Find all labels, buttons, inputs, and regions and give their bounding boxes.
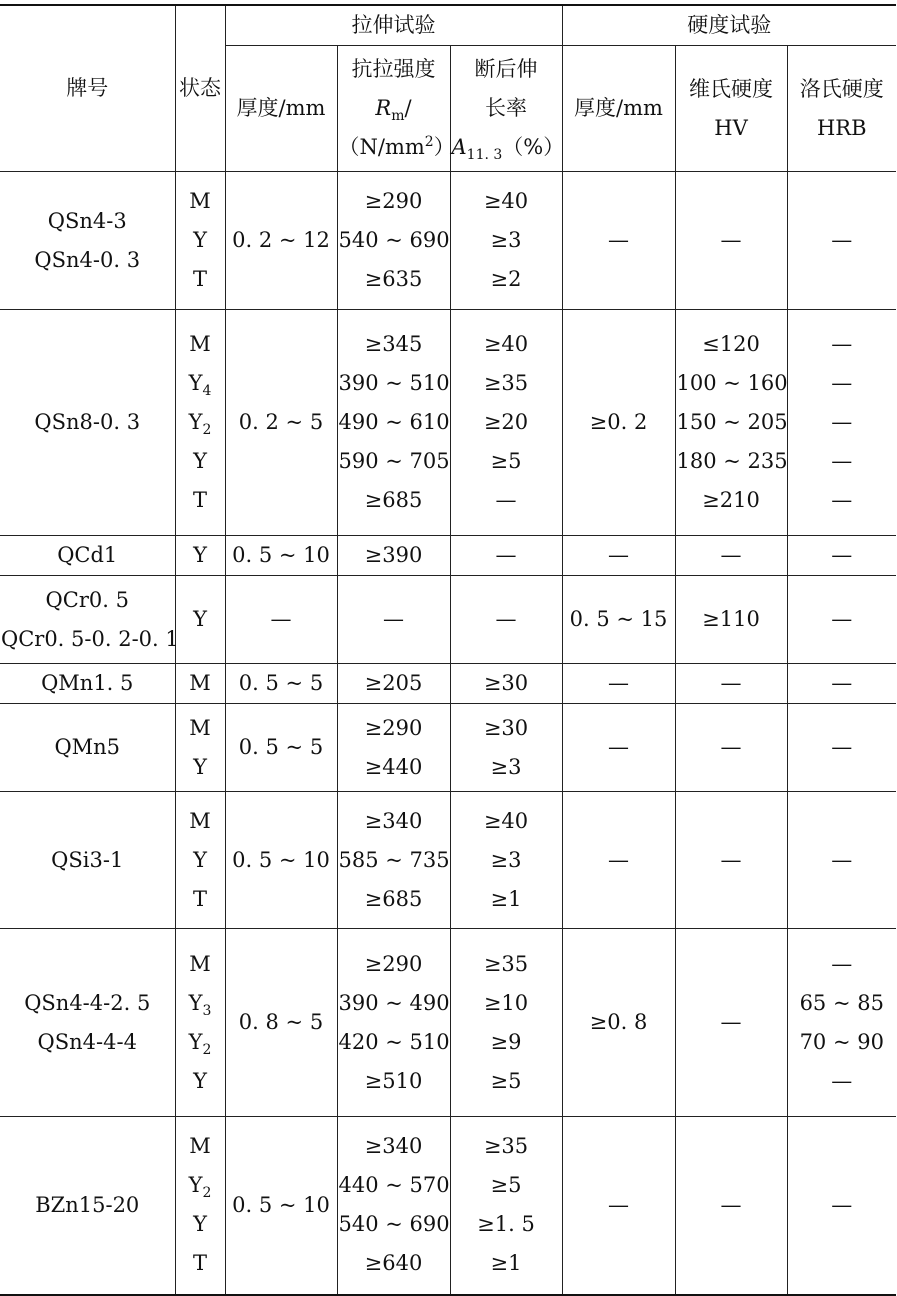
elongation-line: ≥35 xyxy=(483,951,529,976)
cell-hrb xyxy=(787,792,896,929)
hv-line: — xyxy=(720,543,742,567)
state-base: Y xyxy=(188,1029,203,1054)
grade-line: QSn4-4-4 xyxy=(37,1029,137,1054)
header-elongation-unit: （%） xyxy=(502,135,565,159)
grade-line: QMn1. 5 xyxy=(41,671,134,695)
hv-line: ≤120 xyxy=(702,332,760,356)
strength-line: ≥440 xyxy=(364,754,423,779)
elongation-line: ≥30 xyxy=(483,671,529,695)
hrb-line: — xyxy=(831,847,853,872)
header-grade: 牌号 xyxy=(0,5,175,172)
elongation-line: ≥3 xyxy=(490,754,522,779)
state-base: Y xyxy=(193,228,207,252)
elongation-line: ≥1 xyxy=(490,1251,522,1276)
cell-elongation xyxy=(450,1117,562,1295)
cell-hv xyxy=(675,576,787,664)
hv-line: — xyxy=(720,735,742,759)
elongation-line: — xyxy=(495,607,517,631)
header-tensile-strength-sub: m xyxy=(391,108,405,125)
cell-thickness: 0. 5 ~ 5 xyxy=(225,664,337,704)
hrb-line: — xyxy=(831,543,853,567)
cell-hardness-thickness: — xyxy=(562,664,675,704)
strength-line: ≥345 xyxy=(364,332,423,356)
hv-line: — xyxy=(720,228,742,252)
cell-hardness-thickness: ≥0. 8 xyxy=(562,929,675,1117)
cell-hardness-thickness: — xyxy=(562,172,675,310)
state-base: Y xyxy=(193,543,207,567)
cell-tensile-strength xyxy=(337,792,450,929)
cell-state xyxy=(175,536,225,576)
hrb-line: — xyxy=(831,951,853,976)
cell-state xyxy=(175,576,225,664)
strength-line: 585 ~ 735 xyxy=(338,847,450,872)
hv-line: ≥110 xyxy=(702,607,760,631)
state-line xyxy=(177,984,224,1023)
state-base: M xyxy=(189,189,211,213)
state-base: M xyxy=(189,332,211,356)
state-base: T xyxy=(192,886,207,911)
header-tensile-strength-slash: / xyxy=(404,96,412,120)
cell-hardness-thickness: 0. 5 ~ 15 xyxy=(562,576,675,664)
hrb-line: — xyxy=(831,332,853,356)
state-line xyxy=(177,260,224,299)
cell-hardness-thickness: — xyxy=(562,704,675,792)
strength-line: ≥205 xyxy=(364,671,423,695)
hrb-line: — xyxy=(831,488,853,512)
elongation-line: ≥5 xyxy=(490,1068,522,1093)
state-base: M xyxy=(189,1134,211,1159)
cell-elongation xyxy=(450,310,562,536)
cell-elongation xyxy=(450,704,562,792)
state-base: Y xyxy=(188,371,203,395)
properties-table xyxy=(0,4,896,1296)
state-line xyxy=(177,442,224,481)
state-base: T xyxy=(192,1251,207,1276)
table-row xyxy=(0,1117,896,1295)
cell-tensile-strength xyxy=(337,576,450,664)
hv-line: — xyxy=(720,847,742,872)
elongation-line: ≥40 xyxy=(483,808,529,833)
state-sub: 2 xyxy=(202,422,212,439)
hrb-line: — xyxy=(831,671,853,695)
cell-hv xyxy=(675,172,787,310)
state-base: M xyxy=(189,715,211,740)
unit-pre: （N/mm xyxy=(338,135,425,159)
cell-hv xyxy=(675,664,787,704)
cell-hrb xyxy=(787,704,896,792)
cell-thickness: — xyxy=(225,576,337,664)
strength-line: ≥290 xyxy=(364,715,423,740)
strength-line: ≥640 xyxy=(364,1251,423,1276)
cell-tensile-strength xyxy=(337,1117,450,1295)
cell-thickness: 0. 5 ~ 10 xyxy=(225,1117,337,1295)
hrb-line: — xyxy=(831,410,853,434)
state-line xyxy=(177,403,224,442)
elongation-line: ≥20 xyxy=(483,410,529,434)
header-tensile-strength-symbol-line xyxy=(339,89,449,128)
header-tensile-strength-symbol: R xyxy=(375,96,392,120)
elongation-line: — xyxy=(495,488,517,512)
state-base: M xyxy=(189,951,211,976)
state-line xyxy=(177,221,224,260)
strength-line: 540 ~ 690 xyxy=(338,1212,450,1237)
cell-grade xyxy=(0,310,175,536)
cell-thickness: 0. 2 ~ 5 xyxy=(225,310,337,536)
cell-hrb xyxy=(787,929,896,1117)
cell-thickness: 0. 5 ~ 5 xyxy=(225,704,337,792)
state-base: Y xyxy=(193,449,207,473)
hv-line: 180 ~ 235 xyxy=(676,449,788,473)
cell-state xyxy=(175,1117,225,1295)
header-hv xyxy=(675,46,787,172)
table-row xyxy=(0,536,896,576)
state-base: M xyxy=(189,808,211,833)
cell-grade xyxy=(0,576,179,664)
state-base: Y xyxy=(193,607,207,631)
cell-tensile-strength xyxy=(337,929,450,1117)
hrb-line: — xyxy=(831,449,853,473)
grade-line: QSi3-1 xyxy=(51,847,124,872)
header-hardness-thickness: 厚度/mm xyxy=(562,46,675,172)
hrb-line: — xyxy=(831,607,853,631)
header-tensile-strength xyxy=(337,46,455,172)
strength-line: ≥290 xyxy=(364,189,423,213)
strength-line: ≥510 xyxy=(364,1068,423,1093)
elongation-line: ≥5 xyxy=(490,449,522,473)
table-row xyxy=(0,172,896,310)
unit-post: ） xyxy=(433,135,455,159)
header-hrb-line2: HRB xyxy=(816,115,867,140)
strength-line: ≥635 xyxy=(364,267,423,291)
cell-thickness: 0. 2 ~ 12 xyxy=(225,172,337,310)
elongation-line: ≥35 xyxy=(483,1134,529,1159)
cell-hardness-thickness: — xyxy=(562,1117,675,1295)
state-line xyxy=(177,880,224,919)
cell-hrb xyxy=(787,172,896,310)
header-elongation-symbol: A xyxy=(451,135,467,159)
state-line xyxy=(177,664,224,703)
grade-line: QSn8-0. 3 xyxy=(34,410,141,434)
hv-line: — xyxy=(720,671,742,695)
hrb-line: — xyxy=(831,1068,853,1093)
state-line xyxy=(177,182,224,221)
strength-line: — xyxy=(383,607,404,631)
cell-elongation xyxy=(450,792,562,929)
cell-hrb xyxy=(787,576,896,664)
elongation-line: ≥30 xyxy=(483,715,529,740)
state-line xyxy=(177,748,224,787)
elongation-line: ≥10 xyxy=(483,990,529,1015)
cell-grade xyxy=(0,664,175,704)
table-row xyxy=(0,704,896,792)
grade-line: QCr0. 5-0. 2-0. 1 xyxy=(1,626,179,651)
state-base: Y xyxy=(188,990,203,1015)
cell-state xyxy=(175,929,225,1117)
strength-line: ≥290 xyxy=(364,951,423,976)
cell-hardness-thickness: ≥0. 2 xyxy=(562,310,675,536)
header-hrb-line1: 洛氏硬度 xyxy=(799,76,884,101)
cell-thickness: 0. 5 ~ 10 xyxy=(225,792,337,929)
hv-line: ≥210 xyxy=(702,488,760,512)
grade-line: QMn5 xyxy=(54,735,121,759)
header-thickness: 厚度/mm xyxy=(225,46,337,172)
header-hv-line2: HV xyxy=(714,115,748,140)
cell-hardness-thickness: — xyxy=(562,536,675,576)
cell-hv xyxy=(675,536,787,576)
elongation-line: ≥2 xyxy=(490,267,522,291)
elongation-line: ≥3 xyxy=(490,847,522,872)
strength-line: ≥685 xyxy=(364,488,423,512)
grade-line: QCd1 xyxy=(57,543,118,567)
cell-state xyxy=(175,704,225,792)
header-hv-line1: 维氏硬度 xyxy=(689,76,773,101)
state-line xyxy=(177,325,224,364)
cell-hv xyxy=(675,792,787,929)
state-line xyxy=(177,600,224,639)
state-line xyxy=(177,1062,224,1101)
cell-grade xyxy=(0,792,175,929)
strength-line: 390 ~ 510 xyxy=(338,371,450,395)
state-line xyxy=(177,841,224,880)
state-base: T xyxy=(192,488,207,512)
grade-line: QCr0. 5 xyxy=(45,587,129,612)
cell-grade xyxy=(0,704,175,792)
cell-hv xyxy=(675,310,787,536)
hrb-line: 65 ~ 85 xyxy=(799,990,884,1015)
table-row xyxy=(0,576,896,664)
cell-thickness: 0. 8 ~ 5 xyxy=(225,929,337,1117)
table-row xyxy=(0,929,896,1117)
hv-line: — xyxy=(720,1192,742,1217)
state-base: Y xyxy=(193,1068,207,1093)
elongation-line: ≥40 xyxy=(483,332,529,356)
header-tensile-strength-unit xyxy=(338,128,455,167)
state-line xyxy=(177,1205,224,1244)
state-sub: 2 xyxy=(202,1041,212,1058)
cell-state xyxy=(175,172,225,310)
header-elongation xyxy=(450,46,565,172)
cell-tensile-strength xyxy=(337,664,450,704)
header-state: 状态 xyxy=(175,5,225,172)
elongation-line: — xyxy=(495,543,517,567)
hv-line: 100 ~ 160 xyxy=(676,371,788,395)
cell-state xyxy=(175,792,225,929)
hrb-line: — xyxy=(831,735,853,759)
header-hardness-group: 硬度试验 xyxy=(562,5,896,46)
state-base: Y xyxy=(188,1173,203,1198)
header-tensile-strength-line1: 抗拉强度 xyxy=(351,57,436,81)
strength-line: 390 ~ 490 xyxy=(338,990,450,1015)
cell-tensile-strength xyxy=(337,704,450,792)
strength-line: 490 ~ 610 xyxy=(338,410,450,434)
state-base: Y xyxy=(193,847,207,872)
cell-tensile-strength xyxy=(337,536,450,576)
state-line xyxy=(177,945,224,984)
cell-hv xyxy=(675,1117,787,1295)
cell-tensile-strength xyxy=(337,172,450,310)
cell-elongation xyxy=(450,664,562,704)
cell-hrb xyxy=(787,310,896,536)
elongation-line: ≥3 xyxy=(490,228,522,252)
state-sub: 4 xyxy=(202,383,212,400)
cell-elongation xyxy=(450,536,562,576)
strength-line: 440 ~ 570 xyxy=(338,1173,450,1198)
state-sub: 3 xyxy=(202,1002,212,1019)
header-elongation-symbol-line xyxy=(451,128,565,167)
cell-hrb xyxy=(787,664,896,704)
hrb-line: — xyxy=(831,1192,853,1217)
state-line xyxy=(177,1023,224,1062)
hrb-line: — xyxy=(831,371,853,395)
state-line xyxy=(177,802,224,841)
unit-sup: 2 xyxy=(424,134,434,150)
table-body xyxy=(0,5,896,1295)
header-elongation-sub: 11. 3 xyxy=(466,147,503,164)
cell-hardness-thickness: — xyxy=(562,792,675,929)
cell-elongation xyxy=(450,576,562,664)
strength-line: ≥685 xyxy=(364,886,423,911)
state-line xyxy=(177,364,224,403)
state-line xyxy=(177,536,224,575)
state-base: Y xyxy=(188,410,203,434)
header-tensile-group: 拉伸试验 xyxy=(225,5,562,46)
cell-grade xyxy=(0,1117,175,1295)
state-base: M xyxy=(189,671,211,695)
elongation-line: ≥35 xyxy=(483,371,529,395)
elongation-line: ≥1. 5 xyxy=(477,1212,535,1237)
state-base: Y xyxy=(193,754,207,779)
grade-line: QSn4-3 xyxy=(47,208,127,233)
cell-elongation xyxy=(450,929,562,1117)
cell-grade xyxy=(0,172,175,310)
header-hrb xyxy=(787,46,896,172)
elongation-line: ≥40 xyxy=(483,189,529,213)
cell-elongation xyxy=(450,172,562,310)
header-elongation-line2: 长率 xyxy=(485,96,527,120)
header-row-1 xyxy=(0,5,896,46)
table-row xyxy=(0,310,896,536)
state-base: T xyxy=(192,267,207,291)
grade-line: QSn4-4-2. 5 xyxy=(24,990,151,1015)
hv-line: — xyxy=(720,1010,742,1034)
elongation-line: ≥5 xyxy=(490,1173,522,1198)
cell-state xyxy=(175,310,225,536)
state-line xyxy=(177,481,224,520)
cell-grade xyxy=(0,929,175,1117)
cell-thickness: 0. 5 ~ 10 xyxy=(225,536,337,576)
cell-tensile-strength xyxy=(337,310,450,536)
hv-line: 150 ~ 205 xyxy=(676,410,788,434)
strength-line: ≥390 xyxy=(364,543,423,567)
strength-line: 590 ~ 705 xyxy=(338,449,450,473)
strength-line: ≥340 xyxy=(364,808,423,833)
cell-grade xyxy=(0,536,175,576)
grade-line: QSn4-0. 3 xyxy=(34,247,141,272)
cell-state xyxy=(175,664,225,704)
state-line xyxy=(177,1166,224,1205)
elongation-line: ≥1 xyxy=(490,886,522,911)
state-line xyxy=(177,709,224,748)
cell-hv xyxy=(675,704,787,792)
hrb-line: 70 ~ 90 xyxy=(799,1029,884,1054)
state-line xyxy=(177,1244,224,1283)
grade-line: BZn15-20 xyxy=(35,1192,140,1217)
strength-line: 420 ~ 510 xyxy=(338,1029,450,1054)
cell-hrb xyxy=(787,1117,896,1295)
state-base: Y xyxy=(193,1212,207,1237)
strength-line: ≥340 xyxy=(364,1134,423,1159)
state-sub: 2 xyxy=(202,1185,212,1202)
strength-line: 540 ~ 690 xyxy=(338,228,450,252)
table-row xyxy=(0,664,896,704)
header-elongation-line1: 断后伸 xyxy=(474,57,538,81)
table-row xyxy=(0,792,896,929)
hrb-line: — xyxy=(831,228,853,252)
elongation-line: ≥9 xyxy=(490,1029,522,1054)
cell-hv xyxy=(675,929,787,1117)
cell-hrb xyxy=(787,536,896,576)
state-line xyxy=(177,1127,224,1166)
